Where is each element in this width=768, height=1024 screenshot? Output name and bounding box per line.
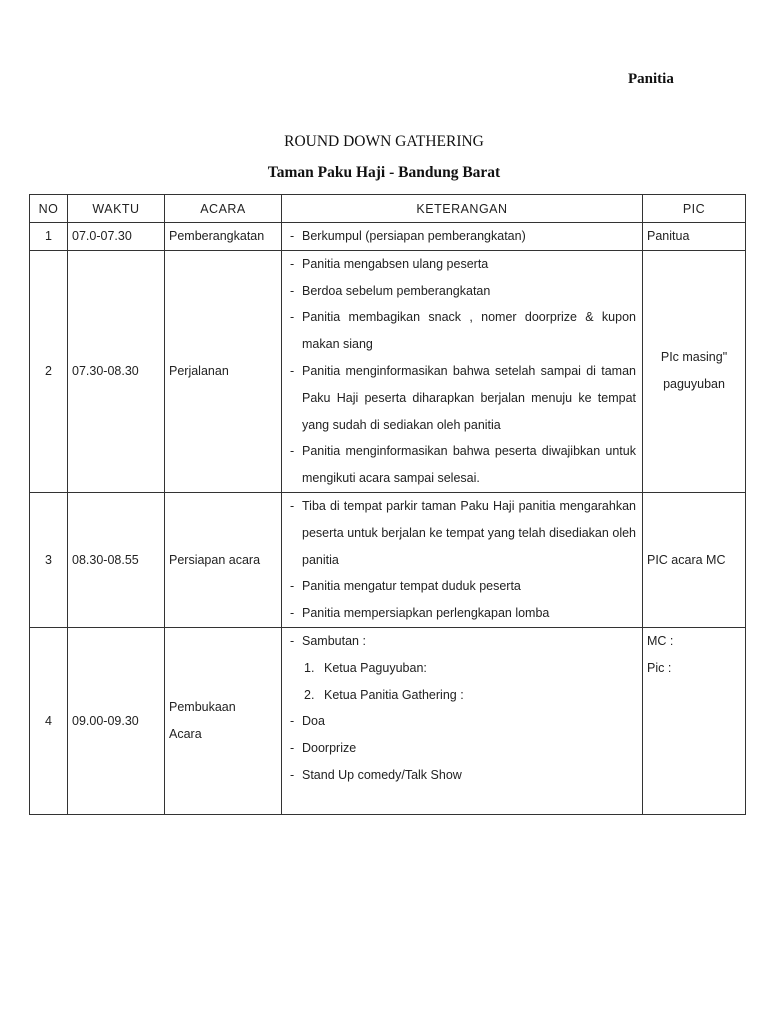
list-item-text: Panitia mempersiapkan perlengkapan lomba — [302, 606, 550, 621]
header-pic: PIC — [643, 195, 746, 223]
numbered-item — [290, 682, 636, 709]
table-row — [30, 250, 746, 492]
dash-marker: - — [290, 767, 295, 782]
dash-marker: - — [290, 498, 295, 513]
list-item — [290, 573, 636, 600]
list-item-text: Panitia mengatur tempat duduk peserta — [302, 579, 521, 594]
list-item — [290, 304, 636, 358]
list-item-text: Stand Up comedy/Talk Show — [302, 767, 462, 782]
list-item — [290, 223, 636, 250]
cell-pic: PIC acara MC — [643, 492, 746, 627]
list-item — [290, 438, 636, 492]
list-item — [290, 600, 636, 627]
cell-pic — [643, 627, 746, 814]
dash-marker: - — [290, 633, 295, 648]
table-row — [30, 223, 746, 251]
list-item-text: Tiba di tempat parkir taman Paku Haji panitia mengarahkan peserta untuk berjalan ke tempat yang telah disediakan oleh panitia — [302, 498, 636, 567]
cell-keterangan — [282, 223, 643, 251]
cell-keterangan — [282, 492, 643, 627]
header-keterangan: KETERANGAN — [282, 195, 643, 223]
header-panitia: Panitia — [628, 71, 674, 87]
cell-acara: Perjalanan — [165, 250, 282, 492]
numbered-item-text: Ketua Panitia Gathering : — [324, 687, 464, 702]
list-item-text: Berdoa sebelum pemberangkatan — [302, 283, 491, 298]
number-marker: 1. — [304, 660, 315, 675]
cell-no: 1 — [30, 223, 68, 251]
cell-pic — [643, 250, 746, 492]
table-header-row — [30, 195, 746, 223]
dash-marker: - — [290, 606, 295, 621]
dash-marker: - — [290, 256, 295, 271]
list-item-text: Panitia membagikan snack , nomer doorprize & kupon makan siang — [302, 310, 636, 352]
cell-keterangan — [282, 627, 643, 814]
dash-marker: - — [290, 310, 295, 325]
list-item-text: Berkumpul (persiapan pemberangkatan) — [302, 229, 526, 243]
list-item — [290, 251, 636, 278]
cell-waktu: 08.30-08.55 — [68, 492, 165, 627]
pic-line: PIc masing" — [660, 350, 728, 365]
list-item — [290, 358, 636, 438]
list-item-text: Panitia mengabsen ulang peserta — [302, 256, 489, 271]
cell-no: 2 — [30, 250, 68, 492]
list-item — [290, 278, 636, 305]
table-row — [30, 627, 746, 814]
numbered-item — [290, 655, 636, 682]
document-subtitle: Taman Paku Haji - Bandung Barat — [267, 164, 501, 181]
table-row — [30, 492, 746, 627]
dash-marker: - — [290, 579, 295, 594]
acara-line: Pembukaan — [169, 700, 236, 715]
cell-acara: Pemberangkatan — [165, 223, 282, 251]
list-item-text: Panitia menginformasikan bahwa peserta diwajibkan untuk mengikuti acara sampai selesai. — [302, 444, 636, 486]
list-item-text: Panitia menginformasikan bahwa setelah sampai di taman Paku Haji peserta diharapkan berjalan menuju ke tempat yang sudah di sediakan oleh panitia — [302, 363, 636, 432]
numbered-item-text: Ketua Paguyuban: — [324, 660, 427, 675]
cell-keterangan — [282, 250, 643, 492]
dash-marker: - — [290, 714, 295, 729]
rundown-table — [29, 194, 746, 815]
list-item — [290, 762, 636, 789]
pic-line: Pic : — [647, 660, 672, 675]
header-waktu: WAKTU — [68, 195, 165, 223]
document-title: ROUND DOWN GATHERING — [284, 133, 484, 150]
list-item-text: Doa — [302, 714, 325, 729]
dash-marker: - — [290, 363, 295, 378]
number-marker: 2. — [304, 687, 315, 702]
cell-waktu: 09.00-09.30 — [68, 627, 165, 814]
list-item-text: Sambutan : — [302, 633, 366, 648]
cell-waktu: 07.0-07.30 — [68, 223, 165, 251]
list-item-text: Doorprize — [302, 741, 357, 756]
cell-acara: Persiapan acara — [165, 492, 282, 627]
cell-no: 4 — [30, 627, 68, 814]
dash-marker: - — [290, 229, 295, 243]
pic-line: MC : — [647, 633, 674, 648]
list-item — [290, 493, 636, 573]
list-item — [290, 735, 636, 762]
acara-line: Acara — [169, 726, 202, 741]
cell-pic: Panitua — [643, 223, 746, 251]
cell-waktu: 07.30-08.30 — [68, 250, 165, 492]
pic-line: paguyuban — [663, 377, 725, 392]
list-item — [290, 708, 636, 735]
dash-marker: - — [290, 444, 295, 459]
header-acara: ACARA — [165, 195, 282, 223]
cell-no: 3 — [30, 492, 68, 627]
header-no: NO — [30, 195, 68, 223]
dash-marker: - — [290, 741, 295, 756]
list-item — [290, 628, 636, 655]
dash-marker: - — [290, 283, 295, 298]
cell-acara — [165, 627, 282, 814]
